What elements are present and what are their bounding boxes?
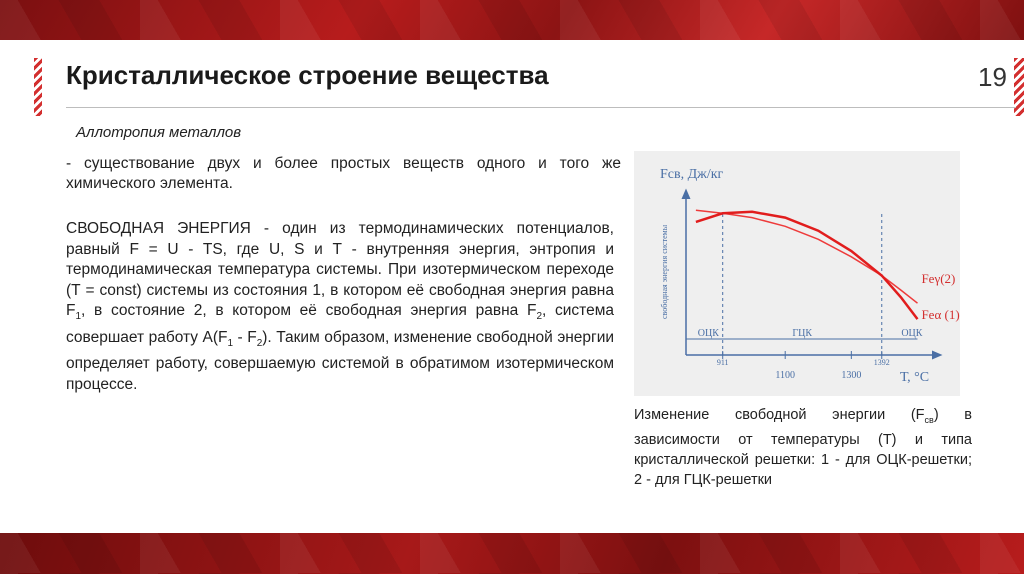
series-line <box>696 210 918 303</box>
phase-label: ГЦК <box>792 328 813 339</box>
body-text-part: , в состояние 2, в котором её свободная энергия равна F <box>81 302 537 319</box>
subscript: 2 <box>256 337 263 349</box>
phase-label: ОЦК <box>901 328 923 339</box>
body-text-part: - F <box>233 328 257 346</box>
legend-label: Feα (1) <box>921 307 960 323</box>
body-text-part: СВОБОДНАЯ ЭНЕРГИЯ - один из термодинамических потенциалов, равный F = U - TS, где U, S и Т - внутренняя энергия, энтропия и термодинамическая температура системы. При изотермическом переходе (Т = const) системы из состояния 1, в котором её свободная энергия равна F <box>66 220 614 319</box>
body-paragraph <box>66 219 614 395</box>
chart-svg <box>634 151 960 396</box>
x-tick-label: 1100 <box>775 370 796 381</box>
decorative-stripes-left <box>34 58 42 116</box>
chart-caption <box>634 405 972 490</box>
caption-part: Изменение свободной энергии (F <box>634 407 925 423</box>
body-text-part: , система совершает работу А(F <box>66 302 615 346</box>
y-axis-vertical-label: свободная энергия системы <box>660 224 669 319</box>
subscript: 2 <box>536 311 543 323</box>
caption-part: ) в зависимости от температуры (Т) и типа кристаллической решетки: 1 - для ОЦК-решетки; 2 - для ГЦК-решетки <box>634 407 972 488</box>
subscript: 1 <box>227 337 234 349</box>
top-banner <box>0 0 1024 40</box>
x-axis-label: Т, °С <box>900 370 930 385</box>
y-axis-label: Fсв, Дж/кг <box>660 167 724 182</box>
title-divider <box>66 107 1016 108</box>
x-tick-label: 1300 <box>841 370 862 381</box>
section-subtitle: Аллотропия металлов <box>76 124 242 141</box>
x-tick-label: 1392 <box>873 358 890 367</box>
bottom-banner <box>0 533 1024 574</box>
free-energy-chart <box>634 151 960 396</box>
phase-label: ОЦК <box>697 328 719 339</box>
series-line <box>696 212 918 319</box>
subscript: св <box>924 414 934 425</box>
definition-text: - существование двух и более простых веществ одного и того же химического элемента. <box>66 155 621 192</box>
legend-label: Feγ(2) <box>921 271 956 287</box>
page-number: 19 <box>978 62 1007 92</box>
x-tick-label: 911 <box>716 358 729 367</box>
body-text-part: ). Таким образом, изменение свободной энергии определяет работу, совершаемую системой в обратимом изотермическом процессе. <box>66 328 615 393</box>
subscript: 1 <box>75 311 82 323</box>
slide-title: Кристаллическое строение вещества <box>66 60 549 90</box>
